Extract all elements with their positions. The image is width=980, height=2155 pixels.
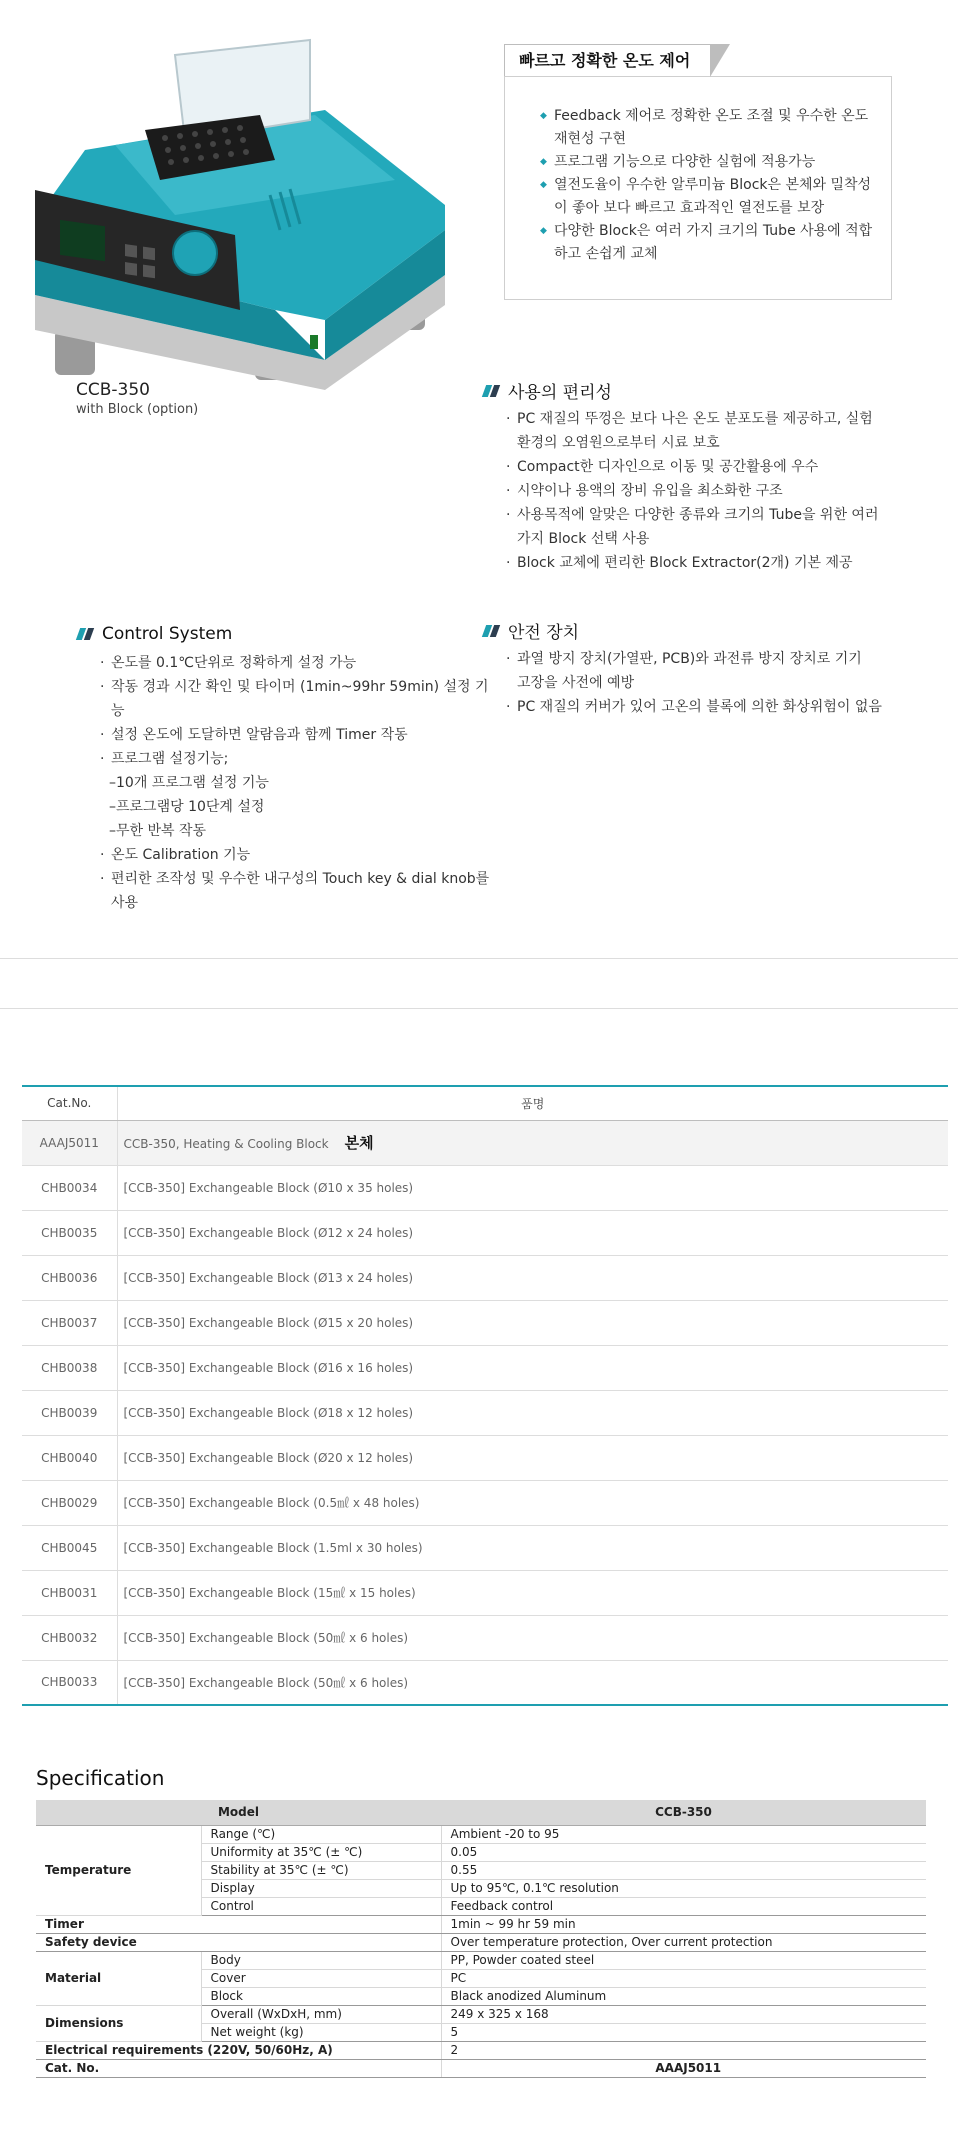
product-name: [CCB-350] Exchangeable Block (Ø13 x 24 holes) — [117, 1255, 948, 1300]
spec-row — [36, 2041, 926, 2059]
section-icon — [482, 384, 500, 398]
cat-no: CHB0039 — [22, 1390, 117, 1435]
table-row — [22, 1300, 948, 1345]
table-header-row — [22, 1086, 948, 1120]
spec-row — [36, 2005, 926, 2023]
control-title-text: Control System — [102, 624, 233, 644]
spec-value: Feedback control — [441, 1897, 926, 1915]
list-item: · 설정 온도에 도달하면 알람음과 함께 Timer 작동 — [97, 723, 497, 747]
convenience-list — [503, 407, 903, 575]
list-item: · 시약이나 용액의 장비 유입을 최소화한 구조 — [503, 479, 903, 503]
spec-value: PC — [441, 1969, 926, 1987]
product-name: [CCB-350] Exchangeable Block (Ø16 x 16 holes) — [117, 1345, 948, 1390]
section-icon — [482, 624, 500, 638]
table-row — [22, 1480, 948, 1525]
spec-row — [36, 1933, 926, 1951]
spec-value: PP, Powder coated steel — [441, 1951, 926, 1969]
table-row — [22, 1435, 948, 1480]
spec-value: 2 — [441, 2041, 926, 2059]
safety-title-text: 안전 장치 — [508, 623, 580, 643]
spec-row — [36, 2059, 926, 2077]
product-name-cell — [117, 1120, 948, 1165]
spec-label: Range (℃) — [201, 1825, 441, 1843]
column-header-name: 품명 — [117, 1086, 948, 1120]
spec-table — [36, 1800, 926, 2078]
spec-group-material: Material — [36, 1951, 201, 2005]
product-name: [CCB-350] Exchangeable Block (Ø15 x 20 holes) — [117, 1300, 948, 1345]
list-item: –무한 반복 작동 — [109, 823, 207, 839]
feature-list — [540, 105, 880, 266]
spec-row — [36, 1951, 926, 1969]
convenience-title-text: 사용의 편리성 — [508, 383, 612, 403]
convenience-title — [482, 378, 612, 403]
spec-label: Control — [201, 1897, 441, 1915]
list-item: –프로그램당 10단계 설정 — [109, 799, 265, 815]
list-item: · 작동 경과 시간 확인 및 타이머 (1min~99hr 59min) 설정 기능 — [97, 675, 497, 723]
spec-label: Block — [201, 1987, 441, 2005]
table-row — [22, 1570, 948, 1615]
list-item: · 프로그램 설정기능; — [97, 747, 497, 771]
model-subtitle: with Block (option) — [76, 402, 199, 417]
list-item: · Compact한 디자인으로 이동 및 공간활용에 우수 — [503, 455, 903, 479]
spec-header-value: CCB-350 — [441, 1800, 926, 1825]
spec-value: Black anodized Aluminum — [441, 1987, 926, 2005]
spec-header-model: Model — [36, 1800, 441, 1825]
feature-item: ◆ 다양한 Block은 여러 가지 크기의 Tube 사용에 적합하고 손쉽게 교체 — [540, 220, 880, 266]
safety-title — [482, 618, 579, 643]
list-item: 가지 Block 선택 사용 — [517, 531, 650, 547]
spec-value: Up to 95℃, 0.1℃ resolution — [441, 1879, 926, 1897]
product-name: [CCB-350] Exchangeable Block (Ø10 x 35 holes) — [117, 1165, 948, 1210]
spec-label: Overall (WxDxH, mm) — [201, 2005, 441, 2023]
feature-item: ◆ 프로그램 기능으로 다양한 실험에 적용가능 — [540, 151, 880, 174]
feature-box-title: 빠르고 정확한 온도 제어 — [504, 44, 710, 76]
table-row — [22, 1210, 948, 1255]
spec-value: 1min ~ 99 hr 59 min — [441, 1915, 926, 1933]
spec-group-electrical: Electrical requirements (220V, 50/60Hz, A) — [36, 2041, 441, 2059]
safety-list — [503, 647, 903, 719]
list-item: 고장을 사전에 예방 — [517, 675, 635, 691]
product-name: [CCB-350] Exchangeable Block (1.5ml x 30 holes) — [117, 1525, 948, 1570]
product-name: [CCB-350] Exchangeable Block (50㎖ x 6 holes) — [117, 1615, 948, 1660]
product-overview — [0, 0, 980, 911]
divider — [0, 1008, 958, 1009]
list-item: · 온도를 0.1℃단위로 정확하게 설정 가능 — [97, 651, 497, 675]
table-row — [22, 1615, 948, 1660]
list-item: · PC 재질의 커버가 있어 고온의 블록에 의한 화상위험이 없음 — [503, 695, 903, 719]
product-name: [CCB-350] Exchangeable Block (0.5㎖ x 48 holes) — [117, 1480, 948, 1525]
spec-value: AAAJ5011 — [441, 2059, 926, 2077]
cat-no: CHB0037 — [22, 1300, 117, 1345]
spec-group-timer: Timer — [36, 1915, 441, 1933]
feature-item: ◆ 열전도율이 우수한 알루미늄 Block은 본체와 밀착성이 좋아 보다 빠르고 효과적인 열전도를 보장 — [540, 174, 880, 220]
table-row — [22, 1660, 948, 1705]
spec-value: Ambient -20 to 95 — [441, 1825, 926, 1843]
spec-value: 249 x 325 x 168 — [441, 2005, 926, 2023]
table-row — [22, 1255, 948, 1300]
list-item: · 과열 방지 장치(가열판, PCB)와 과전류 방지 장치로 기기 — [503, 647, 903, 671]
list-item: 환경의 오염원으로부터 시료 보호 — [517, 435, 720, 451]
spec-group-catno: Cat. No. — [36, 2059, 441, 2077]
table-row — [22, 1120, 948, 1165]
spec-group-temperature: Temperature — [36, 1825, 201, 1915]
column-header-cat: Cat.No. — [22, 1086, 117, 1120]
cat-no: CHB0036 — [22, 1255, 117, 1300]
spec-label: Cover — [201, 1969, 441, 1987]
list-item: · 사용목적에 알맞은 다양한 종류와 크기의 Tube을 위한 여러 — [503, 503, 903, 527]
cat-no: CHB0040 — [22, 1435, 117, 1480]
product-name: [CCB-350] Exchangeable Block (Ø12 x 24 holes) — [117, 1210, 948, 1255]
product-image — [25, 30, 465, 420]
section-icon — [76, 627, 94, 641]
cat-no: CHB0035 — [22, 1210, 117, 1255]
spec-group-safety: Safety device — [36, 1933, 441, 1951]
table-row — [22, 1345, 948, 1390]
main-unit-tag: 본체 — [344, 1134, 374, 1152]
table-row — [22, 1525, 948, 1570]
control-title — [76, 624, 232, 644]
spec-group-dimensions: Dimensions — [36, 2005, 201, 2041]
spec-value: 5 — [441, 2023, 926, 2041]
list-item: · Block 교체에 편리한 Block Extractor(2개) 기본 제공 — [503, 551, 903, 575]
cat-no: CHB0031 — [22, 1570, 117, 1615]
spec-header-row — [36, 1800, 926, 1825]
product-name: [CCB-350] Exchangeable Block (Ø20 x 12 holes) — [117, 1435, 948, 1480]
list-item: · PC 재질의 뚜껑은 보다 나은 온도 분포도를 제공하고, 실험 — [503, 407, 903, 431]
product-name: CCB-350, Heating & Cooling Block — [123, 1137, 329, 1151]
spec-label: Stability at 35℃ (± ℃) — [201, 1861, 441, 1879]
control-list — [97, 651, 497, 915]
list-item: · 편리한 조작성 및 우수한 내구성의 Touch key & dial knob를 사용 — [97, 867, 497, 915]
feature-item: ◆ Feedback 제어로 정확한 온도 조절 및 우수한 온도 재현성 구현 — [540, 105, 880, 151]
list-item: –10개 프로그램 설정 기능 — [109, 775, 269, 791]
divider — [0, 958, 958, 959]
cat-no: CHB0029 — [22, 1480, 117, 1525]
model-name: CCB-350 — [76, 380, 150, 400]
spec-value: Over temperature protection, Over current protection — [441, 1933, 926, 1951]
cat-no: CHB0038 — [22, 1345, 117, 1390]
cat-no: CHB0045 — [22, 1525, 117, 1570]
catalog-table — [22, 1085, 948, 1706]
model-caption — [76, 380, 198, 417]
spec-row — [36, 1825, 926, 1843]
cat-no: CHB0033 — [22, 1660, 117, 1705]
spec-label: Body — [201, 1951, 441, 1969]
product-name: [CCB-350] Exchangeable Block (50㎖ x 6 holes) — [117, 1660, 948, 1705]
product-name: [CCB-350] Exchangeable Block (15㎖ x 15 holes) — [117, 1570, 948, 1615]
cat-no: AAAJ5011 — [22, 1120, 117, 1165]
spec-title: Specification — [36, 1766, 165, 1790]
table-row — [22, 1390, 948, 1435]
list-item: · 온도 Calibration 기능 — [97, 843, 497, 867]
table-row — [22, 1165, 948, 1210]
spec-row — [36, 1915, 926, 1933]
spec-label: Uniformity at 35℃ (± ℃) — [201, 1843, 441, 1861]
spec-label: Net weight (kg) — [201, 2023, 441, 2041]
cat-no: CHB0034 — [22, 1165, 117, 1210]
cat-no: CHB0032 — [22, 1615, 117, 1660]
spec-value: 0.55 — [441, 1861, 926, 1879]
spec-value: 0.05 — [441, 1843, 926, 1861]
spec-label: Display — [201, 1879, 441, 1897]
product-name: [CCB-350] Exchangeable Block (Ø18 x 12 holes) — [117, 1390, 948, 1435]
